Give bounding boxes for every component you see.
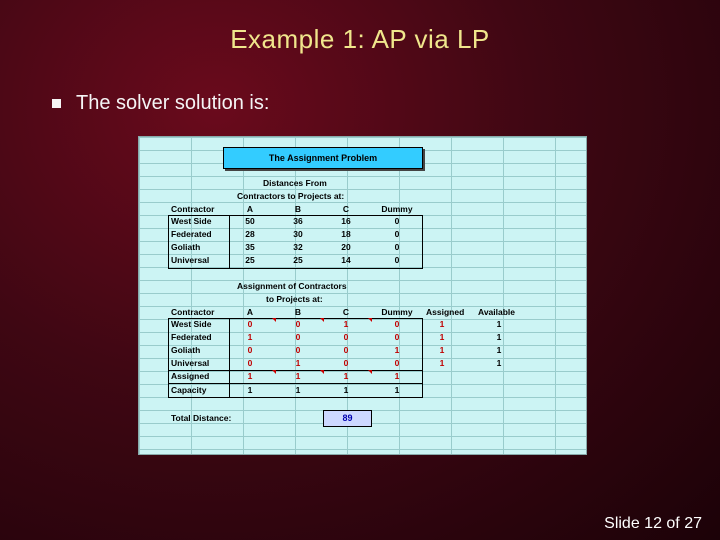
decision-cell[interactable]: 0 [247, 319, 253, 329]
assignment-title-line1: Assignment of Contractors [237, 281, 347, 291]
sheet-banner: The Assignment Problem [223, 147, 423, 169]
assign-header-a: A [246, 307, 254, 317]
assigned-cell: 1 [439, 345, 445, 355]
distance-cell: 20 [341, 242, 351, 252]
distances-header-dummy: Dummy [381, 204, 413, 214]
assigned-total-cell: 1 [295, 371, 301, 381]
assigned-row-label: Assigned [171, 371, 210, 381]
assigned-cell: 1 [439, 332, 445, 342]
cell-comment-marker-icon [272, 370, 276, 374]
cell-comment-marker-icon [272, 318, 276, 322]
decision-cell[interactable]: 0 [394, 358, 400, 368]
decision-cell[interactable]: 1 [394, 345, 400, 355]
slide-number: Slide 12 of 27 [604, 515, 702, 532]
assigned-total-cell: 1 [394, 371, 400, 381]
assign-row-name: Federated [171, 332, 212, 342]
decision-cell[interactable]: 0 [394, 319, 400, 329]
assign-header-available: Available [478, 307, 516, 317]
available-cell: 1 [496, 358, 502, 368]
assigned-total-cell: 1 [343, 371, 349, 381]
distances-row-name: Federated [171, 229, 212, 239]
bullet-text: The solver solution is: [76, 92, 270, 114]
spreadsheet-screenshot [138, 136, 587, 455]
decision-cell[interactable]: 0 [295, 332, 301, 342]
decision-cell[interactable]: 1 [247, 332, 253, 342]
bullet-square-icon [52, 99, 61, 108]
distance-cell: 32 [293, 242, 303, 252]
assign-header-dummy: Dummy [381, 307, 413, 317]
capacity-row-label: Capacity [171, 385, 207, 395]
available-cell: 1 [496, 345, 502, 355]
distances-title-line2: Contractors to Projects at: [237, 191, 345, 201]
distance-cell: 30 [293, 229, 303, 239]
distances-header-c: C [342, 204, 350, 214]
distance-cell: 16 [341, 216, 351, 226]
decision-cell[interactable]: 1 [343, 319, 349, 329]
distance-cell: 36 [293, 216, 303, 226]
decision-cell[interactable]: 0 [247, 345, 253, 355]
distance-cell: 14 [341, 255, 351, 265]
assigned-total-cell: 1 [247, 371, 253, 381]
decision-cell[interactable]: 0 [295, 319, 301, 329]
decision-cell[interactable]: 0 [295, 345, 301, 355]
decision-cell[interactable]: 0 [343, 358, 349, 368]
distance-cell: 28 [245, 229, 255, 239]
decision-cell[interactable]: 0 [343, 332, 349, 342]
distances-row-name: West Side [171, 216, 212, 226]
capacity-cell: 1 [394, 385, 400, 395]
assign-header-b: B [294, 307, 302, 317]
assigned-cell: 1 [439, 358, 445, 368]
distance-cell: 18 [341, 229, 351, 239]
decision-cell[interactable]: 1 [295, 358, 301, 368]
assignment-title-line2: to Projects at: [266, 294, 323, 304]
decision-cell[interactable]: 0 [247, 358, 253, 368]
decision-cell[interactable]: 0 [394, 332, 400, 342]
distances-title-line1: Distances From [263, 178, 327, 188]
total-distance-label: Total Distance: [171, 413, 232, 423]
distance-cell: 0 [394, 242, 400, 252]
distance-cell: 50 [245, 216, 255, 226]
slide-title: Example 1: AP via LP [230, 24, 490, 54]
capacity-cell: 1 [247, 385, 253, 395]
distance-cell: 35 [245, 242, 255, 252]
capacity-cell: 1 [343, 385, 349, 395]
available-cell: 1 [496, 332, 502, 342]
total-distance-value[interactable]: 89 [323, 410, 372, 427]
assigned-cell: 1 [439, 319, 445, 329]
capacity-cell: 1 [295, 385, 301, 395]
assign-header-contractor: Contractor [171, 307, 215, 317]
available-cell: 1 [496, 319, 502, 329]
distances-row-name: Goliath [171, 242, 201, 252]
cell-comment-marker-icon [368, 318, 372, 322]
distance-cell: 0 [394, 216, 400, 226]
cell-comment-marker-icon [320, 370, 324, 374]
distance-cell: 25 [293, 255, 303, 265]
assign-row-name: Goliath [171, 345, 201, 355]
distance-cell: 25 [245, 255, 255, 265]
distances-header-a: A [246, 204, 254, 214]
assign-row-name: West Side [171, 319, 212, 329]
distances-header-contractor: Contractor [171, 204, 215, 214]
assign-row-name: Universal [171, 358, 210, 368]
distance-cell: 0 [394, 229, 400, 239]
decision-cell[interactable]: 0 [343, 345, 349, 355]
distance-cell: 0 [394, 255, 400, 265]
cell-comment-marker-icon [320, 318, 324, 322]
assign-header-c: C [342, 307, 350, 317]
cell-comment-marker-icon [368, 370, 372, 374]
distances-row-name: Universal [171, 255, 210, 265]
distances-header-b: B [294, 204, 302, 214]
assign-header-assigned: Assigned [426, 307, 465, 317]
